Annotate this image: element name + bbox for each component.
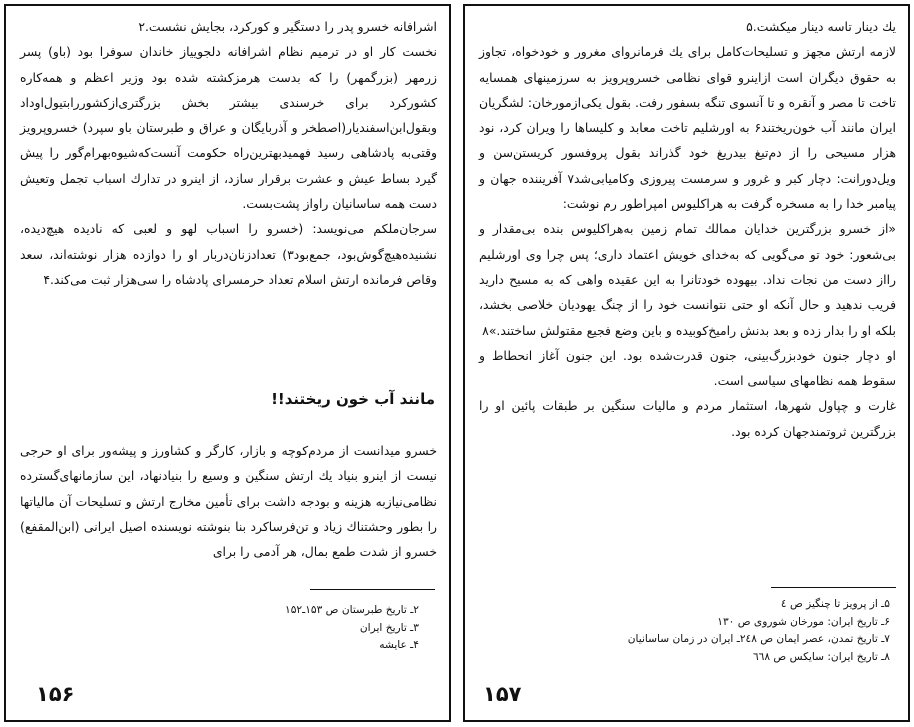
footnote-divider [310,589,435,590]
left-page-body-bottom [20,438,437,564]
footnote: ۴ـ عایشه [379,639,419,651]
paragraph: اشرافانه خسرو پدر را دستگیر و کورکرد، بجایش نشست.۲ [138,19,437,34]
section-heading: مانند آب خون ریختند!! [271,390,435,408]
page-number: ۱۵۶ [36,682,75,706]
page-number: ۱۵۷ [483,682,522,706]
footnote: ۳ـ تاریخ ایران [359,621,419,634]
quoted-letter: «از خسرو بزرگترین خدایان ممالك تمام زمین به‌هراکلیوس بنده بی‌مقدار و بی‌شعور: خود تو می‌گویی که به‌خدای خویش اعتماد داری؛ پس چرا وی اورشلیم رااز دست من نجات نداد. بیهوده خودتانرا به این عقیده واهی که به مسیح دارید فریب ندهید و حال آنکه او حتی نتوانست خود را از چنگ یهودیان خلاصی بخشد، بلکه او را بدار زده و بعد بدنش رامیخ‌کوبیده و باین وضع فجیع مقتولش ساختند.»۸ [479,221,896,338]
paragraph: غارت و چپاول شهرها، استثمار مردم و مالیات سنگین بر طبقات پائین او را بزرگترین ثروتمندجهان کرده بود. [479,398,896,439]
footnote: ۸ـ تاریخ ایران: سایکس ص ٦٦۸ [752,650,890,663]
right-page [463,4,910,722]
right-footnotes [505,596,890,666]
paragraph: لازمه ارتش مجهز و تسلیحات‌کامل برای یك فرمانروای مغرور و خودخواه، تجاوز به حقوق دیگران است ازاینرو قوای نظامی خسروپرویز به سرزمینهای همسایه تاخت تا مصر و آنقره و تا آنسوی تنگه بسفور رفت. بقول یکی‌ازمورخان: لشگریان ایران مانند آب خون‌ریختند۶ به اورشلیم تاخت معابد و کلیساها را ویران کرد، نود هزار مسیحی را از دم‌تیغ بیدریغ خود گذراند بقول پروفسور کریستن‌سن و ویل‌دورانت: دچار کبر و غرور و سرمست پیروزی وکامیابی‌شد۷ آفریننده جهان و پیامبر خدا را به مسخره گرفت به هراکلیوس امپراطور رم نوشت: [479,44,896,212]
left-page [4,4,451,722]
paragraph: نخست کار او در ترمیم نظام اشرافانه دلجوییاز خاندان سوفرا بود (باو) پسر زرمهر (بزرگمهر) را که بدست هرمزکشته شده بود وزیر اعظم و همه‌کاره کشورکرد برای خرسندی بیشتر بخش بزرگتری‌ازکشوررا‌بتیول‌اوداد و‌بقول‌ابن‌اسفندیار(اصطخر و آذربایگان و عراق و طبرستان باو سپرد) خسروپرویز وقتی‌به پادشاهی رسید فهمید‌بهترین‌راه حکومت آنست‌که‌شیوه‌بهرام‌گور را پیش گیرد بساط عیش و عشرت برقرار سازد، از اینرو در تدارك اسباب تجمل وتعیش دست همه ساسانیان راواز پشت‌بست. [20,44,437,212]
footnote-divider [771,587,896,588]
paragraph: یك دینار تاسه دینار میکشت.۵ [746,19,896,34]
right-page-body [479,14,896,444]
left-page-body-top [20,14,437,292]
footnote: ۶ـ تاریخ ایران: مورخان شوروی ص ۱۳۰ [717,615,890,628]
paragraph: سرجان‌ملکم می‌نویسد: (خسرو را اسباب لهو و لعبی که نادیده هیچ‌دیده، نشنیده‌هیچ‌گوش‌بود، جمع‌بود۳) تعدادزنان‌دربار او را دوازده هزار نوشته‌اند، سعد وقاص فرمانده ارتش اسلام تعداد حرمسرای پادشاه را سی‌هزار ثبت می‌کند.۴ [20,221,437,287]
footnote: ۵ـ از پرویز تا چنگیز ص ٤ [780,598,890,610]
paragraph: او دچار جنون خودبزرگ‌بینی، جنون قدرت‌شده بود. این جنون آغاز انحطاط و سقوط همه نظامهای سیاسی است. [479,347,896,389]
left-footnotes [46,602,419,655]
footnote: ۷ـ تاریخ تمدن، عصر ایمان ص ۲٤۸ـ ایران در زمان ساسانیان [627,633,890,645]
paragraph: خسرو میدانست از مردم‌کوچه و بازار، کارگر و کشاورز و پیشه‌ور برای او حرجی نیست از اینرو بنیاد یك ارتش سنگین و وسیع را بنیادنهاد، این سازمانهای‌گسترده نظامی‌نیازبه هزینه و بودجه داشت برای تأمین مخارج ارتش و تسلیحات آن مالیاتها را بطور وحشتناك زیاد و تن‌فرساکرد بنا بنوشته نویسنده اصیل ایرانی (ابن‌المقفع) خسرو از شدت طمع بمال، هر آدمی را برای [20,443,437,560]
footnote: ۲ـ تاریخ طبرستان ص ۱۵۳ـ۱۵۲ [285,604,419,616]
